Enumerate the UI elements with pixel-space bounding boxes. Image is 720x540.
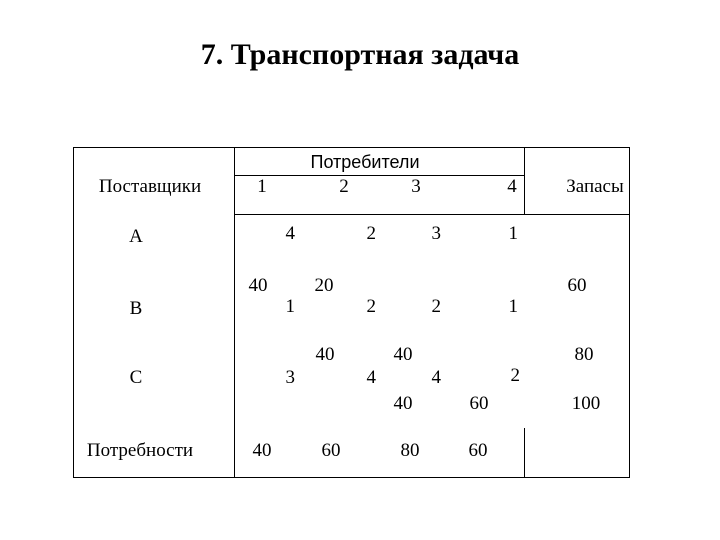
row-name-b: B	[129, 298, 143, 319]
allocation-c-4: 60	[469, 393, 489, 414]
cost-a-4: 1	[508, 223, 518, 244]
cost-c-2: 4	[366, 367, 376, 388]
allocation-c-3: 40	[393, 393, 413, 414]
consumers-header: Потребители	[310, 152, 420, 172]
stock-column-divider	[524, 428, 525, 478]
table-right-border	[629, 147, 630, 478]
demand-label: Потребности	[86, 440, 194, 461]
suppliers-header: Поставщики	[98, 176, 202, 197]
table-bottom-border	[73, 477, 629, 478]
table-left-border	[73, 147, 74, 478]
cost-a-1: 4	[285, 223, 295, 244]
cost-a-3: 3	[431, 223, 441, 244]
consumer-number-1: 1	[257, 176, 267, 197]
stock-c: 100	[571, 393, 601, 414]
demand-1: 40	[252, 440, 272, 461]
demand-2: 60	[321, 440, 341, 461]
allocation-a-1: 40	[248, 275, 268, 296]
cost-b-3: 2	[431, 296, 441, 317]
cost-c-1: 3	[285, 367, 295, 388]
cost-b-2: 2	[366, 296, 376, 317]
cost-a-2: 2	[366, 223, 376, 244]
row-name-a: A	[129, 226, 143, 247]
stock-a: 60	[567, 275, 587, 296]
page-title: 7. Транспортная задача	[200, 38, 520, 71]
consumers-header-underline	[234, 175, 524, 176]
cost-b-4: 1	[508, 296, 518, 317]
cost-c-3: 4	[431, 367, 441, 388]
suppliers-column-divider	[234, 147, 235, 478]
allocation-a-2: 20	[314, 275, 334, 296]
stock-header: Запасы	[566, 176, 624, 197]
cost-b-1: 1	[285, 296, 295, 317]
row-name-c: C	[129, 367, 143, 388]
header-bottom-border	[234, 214, 629, 215]
demand-3: 80	[400, 440, 420, 461]
stock-b: 80	[574, 344, 594, 365]
consumers-right-divider	[524, 147, 525, 215]
table-top-border	[73, 147, 629, 148]
consumer-number-4: 4	[507, 176, 517, 197]
consumer-number-2: 2	[339, 176, 349, 197]
allocation-b-3: 40	[393, 344, 413, 365]
demand-4: 60	[468, 440, 488, 461]
cost-c-4: 2	[510, 365, 520, 386]
allocation-b-2: 40	[315, 344, 335, 365]
consumer-number-3: 3	[411, 176, 421, 197]
